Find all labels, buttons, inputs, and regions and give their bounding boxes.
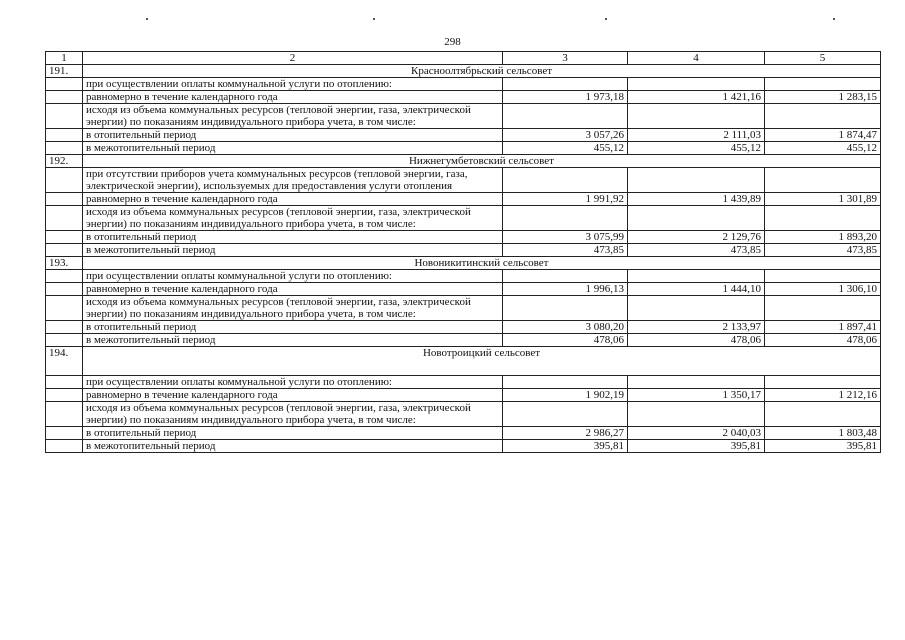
- scan-dot: [605, 18, 607, 20]
- value-cell: 2 133,97: [628, 321, 765, 334]
- table-row: [46, 231, 881, 244]
- value-cell: 1 803,48: [765, 427, 881, 440]
- value-cell: 473,85: [503, 244, 628, 257]
- value-cell: 1 897,41: [765, 321, 881, 334]
- row-label: исходя из объема коммунальных ресурсов (тепловой энергии, газа, электрической энергии) по показаниям индивидуального прибора учета, в том числе:: [83, 296, 503, 321]
- row-number-cell: [46, 321, 83, 334]
- value-cell: [628, 270, 765, 283]
- value-cell: 473,85: [765, 244, 881, 257]
- value-cell: 1 301,89: [765, 193, 881, 206]
- row-number-cell: [46, 334, 83, 347]
- table-row: [46, 142, 881, 155]
- row-label: при осуществлении оплаты коммунальной услуги по отоплению:: [83, 78, 503, 91]
- value-cell: 1 444,10: [628, 283, 765, 296]
- table-body: [46, 52, 881, 453]
- value-cell: 1 902,19: [503, 389, 628, 402]
- header-cell: 3: [503, 52, 628, 65]
- row-number-cell: [46, 231, 83, 244]
- value-cell: [628, 206, 765, 231]
- value-cell: 478,06: [765, 334, 881, 347]
- scan-dot: [833, 18, 835, 20]
- value-cell: [628, 104, 765, 129]
- value-cell: 1 306,10: [765, 283, 881, 296]
- table-row: [46, 168, 881, 193]
- value-cell: [628, 376, 765, 389]
- value-cell: 455,12: [503, 142, 628, 155]
- value-cell: 3 080,20: [503, 321, 628, 334]
- row-label: при отсутствии приборов учета коммунальных ресурсов (тепловой энергии, газа, электрической энергии), используемых для предоставления услуги отопления: [83, 168, 503, 193]
- table-row: [46, 321, 881, 334]
- row-label: в межотопительный период: [83, 334, 503, 347]
- value-cell: [503, 78, 628, 91]
- value-cell: 1 996,13: [503, 283, 628, 296]
- table-row: [46, 206, 881, 231]
- value-cell: 1 421,16: [628, 91, 765, 104]
- row-label: в отопительный период: [83, 231, 503, 244]
- value-cell: [503, 168, 628, 193]
- table-row: [46, 193, 881, 206]
- section-header-row: [46, 347, 881, 376]
- row-number-cell: [46, 270, 83, 283]
- table-row: [46, 427, 881, 440]
- table-row: [46, 296, 881, 321]
- header-row: [46, 52, 881, 65]
- row-label: в межотопительный период: [83, 142, 503, 155]
- row-number-cell: [46, 104, 83, 129]
- row-label: равномерно в течение календарного года: [83, 193, 503, 206]
- row-number-cell: [46, 129, 83, 142]
- row-number-cell: [46, 440, 83, 453]
- value-cell: 2 129,76: [628, 231, 765, 244]
- row-number-cell: [46, 376, 83, 389]
- value-cell: 395,81: [628, 440, 765, 453]
- row-number-cell: [46, 402, 83, 427]
- row-label: равномерно в течение календарного года: [83, 389, 503, 402]
- value-cell: [765, 168, 881, 193]
- row-label: равномерно в течение календарного года: [83, 283, 503, 296]
- value-cell: [628, 78, 765, 91]
- table-row: [46, 129, 881, 142]
- value-cell: [765, 78, 881, 91]
- value-cell: [628, 168, 765, 193]
- table-row: [46, 402, 881, 427]
- header-cell: 5: [765, 52, 881, 65]
- row-number-cell: [46, 168, 83, 193]
- value-cell: [503, 402, 628, 427]
- value-cell: [503, 270, 628, 283]
- value-cell: 395,81: [765, 440, 881, 453]
- value-cell: 1 212,16: [765, 389, 881, 402]
- row-number-cell: [46, 427, 83, 440]
- value-cell: 2 111,03: [628, 129, 765, 142]
- header-cell: 4: [628, 52, 765, 65]
- value-cell: 1 991,92: [503, 193, 628, 206]
- table-row: [46, 389, 881, 402]
- value-cell: [765, 376, 881, 389]
- scan-dot: [146, 18, 148, 20]
- value-cell: 1 973,18: [503, 91, 628, 104]
- value-cell: [628, 402, 765, 427]
- value-cell: [765, 270, 881, 283]
- row-number-cell: [46, 206, 83, 231]
- row-number-cell: [46, 91, 83, 104]
- value-cell: 478,06: [628, 334, 765, 347]
- section-number: 192.: [46, 155, 83, 168]
- table-row: [46, 244, 881, 257]
- table-row: [46, 334, 881, 347]
- value-cell: [503, 296, 628, 321]
- row-label: в отопительный период: [83, 427, 503, 440]
- value-cell: [765, 206, 881, 231]
- table-row: [46, 376, 881, 389]
- value-cell: 1 350,17: [628, 389, 765, 402]
- row-number-cell: [46, 283, 83, 296]
- value-cell: 478,06: [503, 334, 628, 347]
- value-cell: 1 874,47: [765, 129, 881, 142]
- tariff-table: [45, 51, 881, 453]
- row-label: равномерно в течение календарного года: [83, 91, 503, 104]
- page-number: 298: [444, 36, 461, 48]
- value-cell: 1 893,20: [765, 231, 881, 244]
- row-number-cell: [46, 389, 83, 402]
- header-cell: 1: [46, 52, 83, 65]
- value-cell: [765, 296, 881, 321]
- section-title: Новоникитинский сельсовет: [83, 257, 881, 270]
- row-number-cell: [46, 193, 83, 206]
- row-number-cell: [46, 296, 83, 321]
- row-number-cell: [46, 244, 83, 257]
- value-cell: 455,12: [628, 142, 765, 155]
- value-cell: [503, 206, 628, 231]
- value-cell: [503, 376, 628, 389]
- section-number: 194.: [46, 347, 83, 376]
- table-row: [46, 283, 881, 296]
- row-label: в межотопительный период: [83, 440, 503, 453]
- section-header-row: [46, 155, 881, 168]
- section-header-row: [46, 65, 881, 78]
- section-title: Новотроицкий сельсовет: [83, 347, 881, 376]
- value-cell: [765, 104, 881, 129]
- row-label: исходя из объема коммунальных ресурсов (тепловой энергии, газа, электрической энергии) по показаниям индивидуального прибора учета, в том числе:: [83, 402, 503, 427]
- value-cell: [765, 402, 881, 427]
- value-cell: 2 986,27: [503, 427, 628, 440]
- row-label: в отопительный период: [83, 321, 503, 334]
- row-label: в межотопительный период: [83, 244, 503, 257]
- table-row: [46, 270, 881, 283]
- value-cell: 3 057,26: [503, 129, 628, 142]
- value-cell: 1 439,89: [628, 193, 765, 206]
- section-title: Красноолтябрьский сельсовет: [83, 65, 881, 78]
- table-row: [46, 78, 881, 91]
- row-number-cell: [46, 78, 83, 91]
- value-cell: 455,12: [765, 142, 881, 155]
- value-cell: [503, 104, 628, 129]
- row-label: при осуществлении оплаты коммунальной услуги по отоплению:: [83, 376, 503, 389]
- section-header-row: [46, 257, 881, 270]
- table-row: [46, 104, 881, 129]
- row-label: в отопительный период: [83, 129, 503, 142]
- section-number: 191.: [46, 65, 83, 78]
- table-row: [46, 440, 881, 453]
- section-title: Нижнегумбетовский сельсовет: [83, 155, 881, 168]
- value-cell: 473,85: [628, 244, 765, 257]
- value-cell: 2 040,03: [628, 427, 765, 440]
- row-label: исходя из объема коммунальных ресурсов (тепловой энергии, газа, электрической энергии) по показаниям индивидуального прибора учета, в том числе:: [83, 104, 503, 129]
- value-cell: 3 075,99: [503, 231, 628, 244]
- value-cell: 1 283,15: [765, 91, 881, 104]
- value-cell: 395,81: [503, 440, 628, 453]
- header-cell: 2: [83, 52, 503, 65]
- scan-dot: [373, 18, 375, 20]
- row-number-cell: [46, 142, 83, 155]
- row-label: исходя из объема коммунальных ресурсов (тепловой энергии, газа, электрической энергии) по показаниям индивидуального прибора учета, в том числе:: [83, 206, 503, 231]
- table-row: [46, 91, 881, 104]
- value-cell: [628, 296, 765, 321]
- row-label: при осуществлении оплаты коммунальной услуги по отоплению:: [83, 270, 503, 283]
- section-number: 193.: [46, 257, 83, 270]
